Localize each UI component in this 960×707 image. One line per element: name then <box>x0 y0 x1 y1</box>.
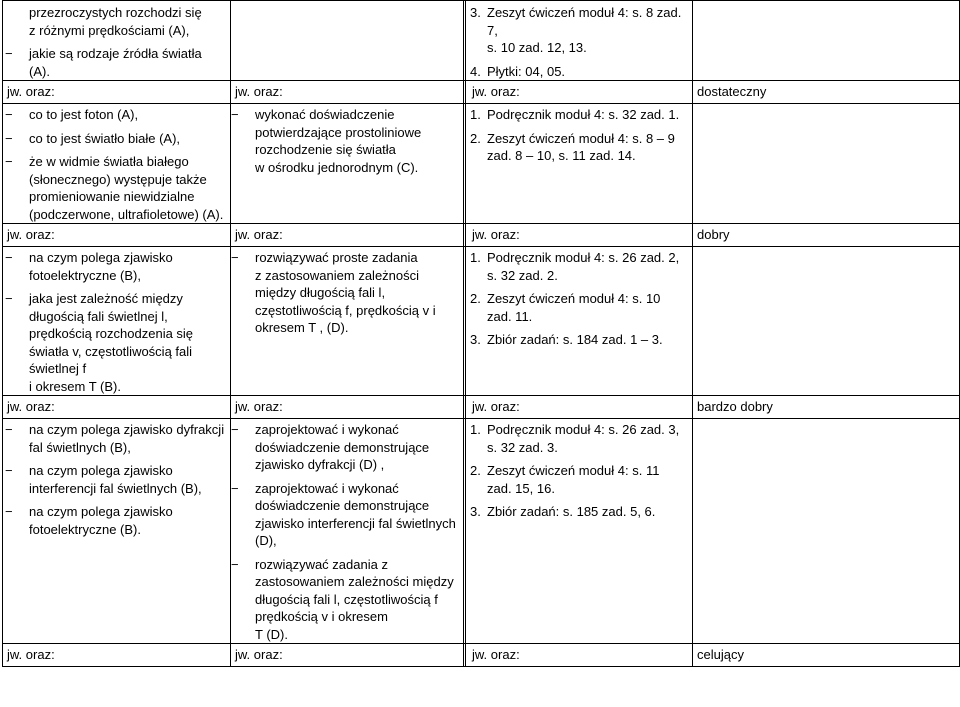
list-item-line: fotoelektryczne (B). <box>29 521 141 537</box>
resource-line: Zeszyt ćwiczeń moduł 4: s. 10 <box>487 291 661 306</box>
list-item <box>231 421 463 474</box>
item-number: 3. <box>470 5 481 20</box>
list-item <box>5 153 230 223</box>
header-row <box>3 81 960 104</box>
list-item-line: na czym polega zjawisko dyfrakcji <box>29 422 225 437</box>
resource-line: 7, <box>487 22 498 38</box>
item-number: 1. <box>470 250 481 265</box>
list-item-line: zjawisko dyfrakcji (D) , <box>255 457 385 472</box>
jw-oraz-label: jw. oraz: <box>235 227 283 242</box>
resource-line: Zeszyt ćwiczeń moduł 4: s. 11 <box>487 463 660 478</box>
list-item-line: doświadczenie demonstrujące <box>255 498 430 513</box>
continuation-row <box>3 1 960 81</box>
resource-line: s. 10 zad. 12, 13. <box>487 40 587 55</box>
resource-line: zad. 8 – 10, s. 11 zad. 14. <box>487 148 636 163</box>
grade-label: bardzo dobry <box>697 399 773 414</box>
dash-bullet: − <box>231 556 239 572</box>
header-row <box>3 396 960 419</box>
jw-oraz-label: jw. oraz: <box>472 399 520 414</box>
dash-bullet: − <box>231 107 239 122</box>
resource-item <box>470 249 692 284</box>
list-item-line: na czym polega zjawisko <box>29 463 173 478</box>
resource-line: Podręcznik moduł 4: s. 26 zad. 2, <box>487 250 680 265</box>
content-row <box>3 104 960 224</box>
list-item-line: rozwiązywać zadania z <box>255 556 388 572</box>
list-item-line: zjawisko interferencji fal świetlnych <box>255 515 456 531</box>
jw-oraz-label: jw. oraz: <box>472 84 520 99</box>
list-item-line: T (D). <box>255 626 288 642</box>
list-item-line: na czym polega zjawisko <box>29 250 173 265</box>
resource-line: Podręcznik moduł 4: s. 32 zad. 1. <box>487 107 680 122</box>
resource-item <box>470 63 692 81</box>
list-item <box>5 106 230 124</box>
list-item: − jakie są rodzaje źródła światła (A). <box>5 46 202 79</box>
resource-line: Płytki: 04, 05. <box>487 63 566 79</box>
dash-bullet: − <box>231 422 239 437</box>
list-item-line: potwierdzające prostoliniowe <box>255 124 422 140</box>
list-item-line: jaka jest zależność między <box>29 291 183 306</box>
list-item-line: okresem T , (D). <box>255 320 349 335</box>
grade-label: dostateczny <box>697 84 767 99</box>
list-item-line: zaprojektować i wykonać <box>255 422 399 437</box>
resource-line: s. 32 zad. 2. <box>487 267 558 283</box>
dash-bullet: − <box>5 130 13 146</box>
header-row <box>3 224 960 247</box>
content-row <box>3 419 960 644</box>
list-item-line: interferencji fal świetlnych (B), <box>29 480 202 496</box>
list-item-line: co to jest foton (A), <box>29 107 139 122</box>
grade-label: dobry <box>697 227 730 242</box>
continued-text-line: z różnymi prędkościami (A), <box>29 22 190 38</box>
dash-bullet: − <box>5 154 13 169</box>
resource-item <box>470 503 692 521</box>
list-item <box>231 480 463 550</box>
jw-oraz-label: jw. oraz: <box>235 84 283 99</box>
resource-line: Zbiór zadań: s. 185 zad. 5, 6. <box>487 504 656 519</box>
dash-bullet: − <box>5 107 13 122</box>
list-item-line: promieniowanie niewidzialne <box>29 189 195 204</box>
resource-item <box>470 421 692 456</box>
resource-line: Zeszyt ćwiczeń moduł 4: s. 8 – 9 <box>487 130 675 146</box>
list-item <box>5 130 230 148</box>
content-row <box>3 247 960 396</box>
jw-oraz-label: jw. oraz: <box>7 647 55 662</box>
list-item-line: (słonecznego) występuje także <box>29 171 207 187</box>
resource-item <box>470 130 692 165</box>
list-item-line: z zastosowaniem zależności <box>255 267 420 283</box>
jw-oraz-label: jw. oraz: <box>7 227 55 242</box>
dash-bullet: − <box>231 480 239 496</box>
list-item <box>5 462 230 497</box>
list-item-line: co to jest światło białe (A), <box>29 130 181 146</box>
list-item-line: rozchodzenie się światła <box>255 142 396 157</box>
jw-oraz-label: jw. oraz: <box>235 647 283 662</box>
dash-bullet: − <box>5 422 13 437</box>
item-number: 2. <box>470 291 481 306</box>
jw-oraz-label: jw. oraz: <box>7 399 55 414</box>
list-item-line: prędkością rozchodzenia się <box>29 326 194 341</box>
list-item-line: w ośrodku jednorodnym (C). <box>255 159 419 175</box>
list-item <box>231 106 463 176</box>
list-item-line: fal świetlnych (B), <box>29 439 131 455</box>
list-item-line: świetlnej f <box>29 361 87 376</box>
list-item-line: prędkością v i okresem <box>255 609 388 624</box>
item-number: 2. <box>470 130 481 146</box>
list-item-line: i okresem T (B). <box>29 378 121 394</box>
dash-bullet: − <box>5 463 13 478</box>
grade-label: celujący <box>697 647 744 662</box>
item-number: 1. <box>470 107 481 122</box>
dash-bullet: − <box>5 291 13 306</box>
requirements-table <box>2 0 960 667</box>
item-number: 3. <box>470 332 481 347</box>
list-item <box>231 556 463 644</box>
resource-item <box>470 331 692 349</box>
dash-bullet: − <box>231 250 239 265</box>
list-item-line: zastosowaniem zależności między <box>255 574 454 589</box>
item-number: 4. <box>470 63 481 79</box>
jw-oraz-label: jw. oraz: <box>472 227 520 242</box>
list-item <box>231 249 463 337</box>
list-item-line: wykonać doświadczenie <box>255 107 395 122</box>
resource-item <box>470 4 692 57</box>
list-item-line: że w widmie światła białego <box>29 154 189 169</box>
list-item <box>5 421 230 456</box>
item-number: 1. <box>470 422 481 437</box>
resource-line: zad. 15, 16. <box>487 480 555 496</box>
jw-oraz-label: jw. oraz: <box>235 399 283 414</box>
dash-bullet: − <box>5 250 13 265</box>
resource-line: Podręcznik moduł 4: s. 26 zad. 3, <box>487 422 680 437</box>
list-item-line: światła v, częstotliwością fali <box>29 343 193 359</box>
resource-line: Zeszyt ćwiczeń moduł 4: s. 8 zad. <box>487 5 682 20</box>
resource-item <box>470 462 692 497</box>
list-item-line: doświadczenie demonstrujące <box>255 439 430 455</box>
list-item <box>5 290 230 395</box>
list-item-line: (podczerwone, ultrafioletowe) (A). <box>29 206 224 222</box>
list-item <box>5 249 230 284</box>
resource-line: s. 32 zad. 3. <box>487 439 558 455</box>
item-number: 3. <box>470 504 481 519</box>
jw-oraz-label: jw. oraz: <box>7 84 55 99</box>
dash-bullet: − <box>5 504 13 519</box>
list-item-line: między długością fali l, <box>255 285 386 300</box>
resource-line: zad. 11. <box>487 308 533 324</box>
resource-item <box>470 106 692 124</box>
header-row <box>3 644 960 667</box>
list-item-line: częstotliwością f, prędkością v i <box>255 302 436 318</box>
dash-bullet: − <box>5 46 13 61</box>
resource-line: Zbiór zadań: s. 184 zad. 1 – 3. <box>487 332 663 347</box>
list-item-line: zaprojektować i wykonać <box>255 480 399 496</box>
list-item-line: (D), <box>255 533 277 548</box>
item-number: 2. <box>470 463 481 478</box>
jw-oraz-label: jw. oraz: <box>472 647 520 662</box>
list-item <box>5 503 230 538</box>
list-item-line: długością fali świetlnej l, <box>29 308 168 324</box>
list-item-line: na czym polega zjawisko <box>29 504 173 519</box>
list-item-line: rozwiązywać proste zadania <box>255 250 418 265</box>
continued-text-line: przezroczystych rozchodzi się <box>29 5 202 20</box>
list-item-line: długością fali l, częstotliwością f <box>255 591 438 607</box>
resource-item <box>470 290 692 325</box>
list-item-line: fotoelektryczne (B), <box>29 267 141 283</box>
